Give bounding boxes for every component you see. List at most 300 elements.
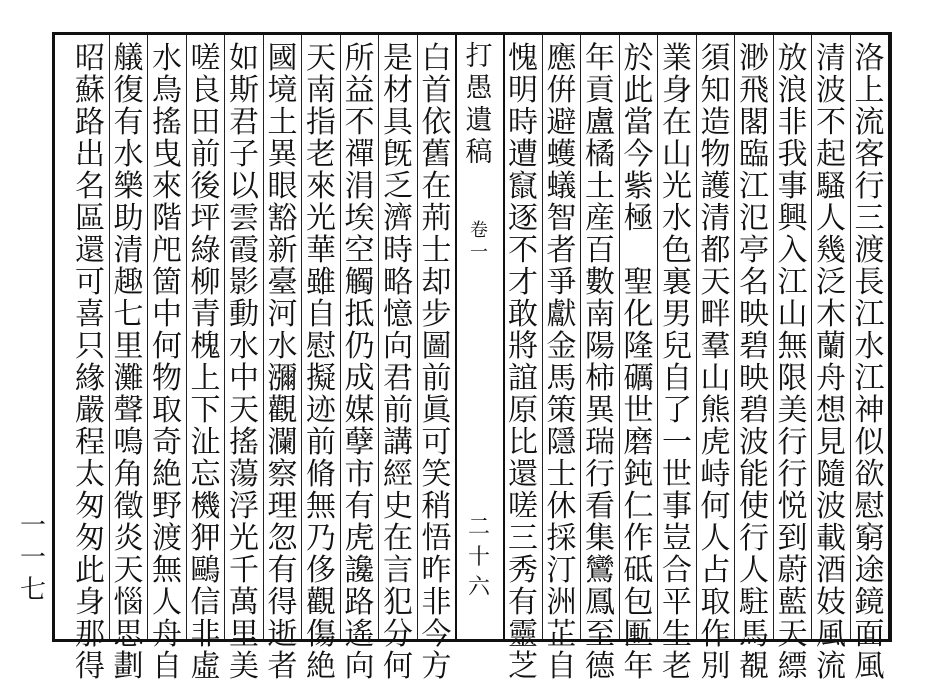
glyph: 才 (508, 265, 538, 300)
glyph: 酒 (816, 553, 846, 588)
glyph: 可 (75, 265, 105, 300)
glyph: 何 (383, 649, 413, 684)
glyph: 蕩 (229, 457, 259, 492)
glyph: 禪 (344, 137, 375, 172)
glyph: 方 (421, 649, 452, 684)
glyph: 美 (229, 649, 259, 684)
glyph: 比 (508, 425, 538, 460)
glyph: 分 (383, 617, 413, 652)
glyph: 指 (306, 105, 336, 140)
glyph: 騷 (816, 169, 846, 204)
glyph: 化 (623, 297, 654, 332)
text-column (418, 41, 456, 684)
glyph: 水 (152, 41, 182, 76)
glyph: 波 (816, 489, 846, 524)
glyph: 天 (777, 617, 808, 652)
glyph: 所 (344, 41, 375, 76)
glyph: 虛 (190, 649, 221, 684)
glyph: 史 (383, 489, 413, 524)
glyph: 向 (383, 329, 413, 364)
glyph: 臺 (267, 265, 298, 300)
glyph: 絶 (306, 649, 336, 684)
glyph: 渡 (854, 233, 885, 268)
glyph: 鳳 (585, 585, 615, 620)
glyph: 曳 (152, 137, 182, 172)
glyph: 身 (75, 585, 105, 620)
glyph: 至 (585, 617, 615, 652)
glyph: 白 (421, 41, 452, 76)
glyph: 行 (739, 521, 769, 556)
glyph: 却 (421, 265, 452, 300)
glyph: 槐 (190, 329, 221, 364)
glyph: 羣 (700, 329, 731, 364)
glyph: 柳 (190, 265, 221, 300)
glyph: 趣 (113, 265, 144, 300)
title-glyph: 打 (465, 41, 493, 72)
text-column (697, 41, 735, 684)
glyph (622, 235, 656, 267)
glyph: 新 (267, 233, 298, 268)
glyph: 涓 (344, 169, 375, 204)
glyph: 碧 (739, 393, 769, 428)
glyph: 下 (190, 393, 221, 428)
glyph: 隱 (546, 425, 577, 460)
text-column (341, 41, 379, 684)
glyph: 國 (267, 41, 298, 76)
glyph: 行 (854, 169, 885, 204)
glyph: 搖 (152, 105, 182, 140)
text-column (225, 41, 263, 684)
glyph: 年 (623, 649, 654, 684)
glyph: 紫 (623, 169, 654, 204)
glyph: 集 (585, 521, 615, 556)
glyph: 波 (739, 425, 769, 460)
glyph: 野 (152, 489, 182, 524)
glyph: 角 (113, 457, 144, 492)
glyph: 水 (229, 329, 259, 364)
glyph: 具 (383, 105, 413, 140)
glyph: 中 (152, 297, 182, 332)
glyph: 華 (306, 233, 336, 268)
glyph: 山 (777, 297, 808, 332)
glyph: 到 (777, 521, 808, 556)
glyph: 世 (662, 457, 692, 492)
glyph: 灘 (113, 361, 144, 396)
text-column (581, 41, 619, 684)
glyph: 忽 (267, 521, 298, 556)
glyph: 蠖 (546, 137, 577, 172)
glyph: 隆 (623, 329, 654, 364)
glyph: 江 (739, 169, 769, 204)
glyph: 都 (700, 233, 731, 268)
glyph: 益 (344, 73, 375, 108)
glyph: 江 (854, 297, 885, 332)
glyph: 柿 (585, 361, 615, 396)
glyph: 水 (854, 329, 885, 364)
title-glyph: 遺 (465, 105, 493, 136)
glyph: 飛 (739, 73, 769, 108)
glyph: 此 (623, 73, 654, 108)
glyph: 幾 (816, 233, 846, 268)
volume-mark (459, 220, 499, 264)
glyph: 復 (113, 73, 144, 108)
glyph: 觸 (344, 265, 375, 300)
volume-glyph: 卷 (470, 220, 488, 241)
glyph: 成 (344, 361, 375, 396)
glyph: 絶 (152, 457, 182, 492)
book-title (459, 41, 499, 169)
glyph: 橘 (585, 137, 615, 172)
glyph: 老 (306, 137, 336, 172)
glyph: 田 (190, 105, 221, 140)
glyph: 老 (662, 649, 692, 684)
glyph: 妓 (816, 585, 846, 620)
glyph: 匆 (75, 489, 105, 524)
glyph: 境 (267, 73, 298, 108)
glyph: 光 (306, 201, 336, 236)
glyph: 美 (777, 393, 808, 428)
glyph: 孽 (344, 425, 375, 460)
glyph: 如 (229, 41, 259, 76)
glyph: 無 (306, 489, 336, 524)
glyph: 雖 (306, 265, 336, 300)
glyph: 峙 (700, 457, 731, 492)
glyph: 言 (383, 553, 413, 588)
text-column (735, 41, 773, 684)
text-column (658, 41, 696, 684)
glyph: 前 (421, 361, 452, 396)
glyph: 不 (816, 105, 846, 140)
glyph: 渺 (739, 41, 769, 76)
glyph: 流 (854, 105, 885, 140)
glyph: 緣 (75, 361, 105, 396)
glyph: 渡 (152, 521, 182, 556)
glyph: 豁 (267, 201, 298, 236)
glyph: 匭 (623, 617, 654, 652)
glyph: 江 (854, 361, 885, 396)
glyph: 舟 (816, 361, 846, 396)
glyph: 只 (75, 329, 105, 364)
glyph: 君 (383, 361, 413, 396)
glyph: 遭 (508, 137, 538, 172)
glyph: 光 (662, 169, 692, 204)
glyph: 別 (700, 649, 731, 684)
glyph: 蘭 (816, 329, 846, 364)
glyph: 爭 (546, 265, 577, 300)
glyph: 今 (623, 137, 654, 172)
glyph: 金 (546, 329, 577, 364)
glyph: 聲 (113, 393, 144, 428)
leaf-glyph: 十 (467, 545, 490, 570)
glyph: 人 (739, 553, 769, 588)
glyph: 埃 (344, 201, 375, 236)
glyph: 路 (75, 105, 105, 140)
glyph: 異 (585, 393, 615, 428)
glyph: 君 (229, 105, 259, 140)
text-column (379, 41, 417, 684)
glyph: 避 (546, 105, 577, 140)
glyph: 非 (421, 585, 452, 620)
glyph: 南 (585, 297, 615, 332)
glyph: 休 (546, 489, 577, 524)
glyph: 産 (585, 201, 615, 236)
glyph: 沚 (190, 425, 221, 460)
glyph: 洲 (546, 585, 577, 620)
glyph: 裏 (662, 265, 692, 300)
glyph: 徵 (113, 489, 144, 524)
glyph: 雲 (229, 201, 259, 236)
glyph: 迹 (306, 393, 336, 428)
text-column (812, 41, 850, 684)
glyph: 名 (75, 169, 105, 204)
glyph: 青 (190, 297, 221, 332)
glyph: 行 (585, 457, 615, 492)
text-column (504, 41, 542, 684)
text-column (71, 41, 109, 684)
glyph: 途 (854, 553, 885, 588)
glyph: 逐 (508, 201, 538, 236)
glyph: 脩 (306, 457, 336, 492)
glyph: 豈 (662, 521, 692, 556)
text-frame (52, 32, 892, 684)
glyph: 碧 (739, 329, 769, 364)
glyph: 數 (585, 265, 615, 300)
glyph: 生 (662, 617, 692, 652)
glyph: 何 (152, 329, 182, 364)
glyph: 嗟 (508, 489, 538, 524)
glyph: 包 (623, 585, 654, 620)
glyph: 霞 (229, 233, 259, 268)
glyph: 還 (75, 233, 105, 268)
glyph: 似 (854, 425, 885, 460)
glyph: 影 (229, 265, 259, 300)
text-column (543, 41, 581, 684)
glyph: 聖 (623, 265, 654, 300)
glyph: 觀 (306, 585, 336, 620)
glyph: 山 (662, 137, 692, 172)
glyph: 擬 (306, 361, 336, 396)
glyph: 礪 (623, 361, 654, 396)
glyph: 取 (152, 393, 182, 428)
glyph: 蘇 (75, 73, 105, 108)
glyph: 長 (854, 265, 885, 300)
glyph: 良 (190, 73, 221, 108)
glyph: 男 (662, 297, 692, 332)
glyph: 上 (190, 361, 221, 396)
glyph: 清 (816, 41, 846, 76)
glyph: 此 (75, 553, 105, 588)
glyph: 倂 (546, 73, 577, 108)
glyph: 水 (113, 137, 144, 172)
glyph: 有 (508, 585, 538, 620)
glyph: 那 (75, 617, 105, 652)
glyph: 在 (421, 169, 452, 204)
glyph: 限 (777, 361, 808, 396)
glyph: 獻 (546, 297, 577, 332)
glyph: 路 (344, 585, 375, 620)
glyph: 機 (190, 489, 221, 524)
glyph: 眞 (421, 393, 452, 428)
glyph: 不 (344, 105, 375, 140)
glyph: 敢 (508, 297, 538, 332)
glyph: 嗟 (190, 41, 221, 76)
glyph: 是 (383, 41, 413, 76)
glyph: 波 (816, 73, 846, 108)
glyph: 炎 (113, 521, 144, 556)
glyph: 清 (113, 233, 144, 268)
glyph: 三 (508, 521, 538, 556)
glyph: 亭 (739, 233, 769, 268)
glyph: 取 (700, 585, 731, 620)
glyph: 興 (777, 201, 808, 236)
glyph: 七 (113, 297, 144, 332)
text-column (774, 41, 812, 684)
glyph: 於 (623, 41, 654, 76)
glyph: 在 (383, 521, 413, 556)
text-column (264, 41, 302, 684)
glyph: 有 (344, 489, 375, 524)
glyph: 無 (777, 329, 808, 364)
glyph: 自 (306, 297, 336, 332)
glyph: 木 (816, 297, 846, 332)
glyph: 當 (623, 105, 654, 140)
glyph: 虎 (700, 425, 731, 460)
glyph: 有 (113, 105, 144, 140)
glyph: 愧 (508, 41, 538, 76)
glyph: 入 (777, 233, 808, 268)
glyph: 千 (229, 553, 259, 588)
glyph: 前 (306, 425, 336, 460)
glyph: 水 (662, 201, 692, 236)
glyph: 天 (229, 393, 259, 428)
glyph: 鳥 (152, 73, 182, 108)
leaf-glyph: 六 (467, 575, 490, 600)
glyph: 盧 (585, 105, 615, 140)
glyph: 色 (662, 233, 692, 268)
glyph: 造 (700, 105, 731, 140)
glyph: 犯 (383, 585, 413, 620)
glyph: 行 (777, 457, 808, 492)
glyph: 知 (700, 73, 731, 108)
glyph: 旣 (383, 137, 413, 172)
glyph: 物 (152, 361, 182, 396)
glyph: 熊 (700, 393, 731, 428)
glyph: 荊 (421, 201, 452, 236)
glyph: 時 (508, 105, 538, 140)
text-column (302, 41, 340, 684)
glyph: 士 (546, 457, 577, 492)
glyph: 者 (267, 649, 298, 684)
glyph: 隨 (816, 457, 846, 492)
glyph: 出 (75, 137, 105, 172)
glyph: 搖 (229, 425, 259, 460)
glyph: 乃 (306, 521, 336, 556)
glyph: 動 (229, 297, 259, 332)
glyph: 里 (113, 329, 144, 364)
text-column (110, 41, 148, 684)
glyph: 臨 (739, 137, 769, 172)
title-glyph: 稿 (465, 137, 493, 168)
glyph: 竄 (508, 169, 538, 204)
glyph: 秀 (508, 553, 538, 588)
glyph: 靈 (508, 617, 538, 652)
glyph: 合 (662, 553, 692, 588)
glyph: 上 (854, 73, 885, 108)
glyph: 山 (700, 361, 731, 396)
glyph: 作 (700, 617, 731, 652)
glyph: 人 (700, 521, 731, 556)
glyph: 人 (816, 201, 846, 236)
glyph: 瀰 (267, 361, 298, 396)
glyph: 不 (508, 233, 538, 268)
glyph: 坪 (190, 201, 221, 236)
glyph: 策 (546, 393, 577, 428)
glyph: 者 (546, 233, 577, 268)
glyph: 何 (700, 489, 731, 524)
glyph: 前 (190, 137, 221, 172)
glyph: 芝 (508, 649, 538, 684)
glyph: 惱 (113, 585, 144, 620)
glyph: 風 (816, 617, 846, 652)
glyph: 空 (344, 233, 375, 268)
glyph: 昭 (75, 41, 105, 76)
glyph: 磨 (623, 425, 654, 460)
glyph: 笑 (421, 457, 452, 492)
glyph: 客 (854, 137, 885, 172)
glyph: 閣 (739, 105, 769, 140)
glyph: 水 (267, 329, 298, 364)
glyph: 占 (700, 553, 731, 588)
glyph: 以 (229, 169, 259, 204)
glyph: 艤 (113, 41, 144, 76)
glyph: 區 (75, 201, 105, 236)
glyph: 芷 (546, 617, 577, 652)
glyph: 兒 (662, 329, 692, 364)
glyph: 階 (152, 201, 182, 236)
glyph: 乏 (383, 169, 413, 204)
glyph: 我 (777, 137, 808, 172)
glyph: 得 (75, 649, 105, 684)
glyph: 光 (229, 521, 259, 556)
glyph: 忘 (190, 457, 221, 492)
glyph: 眼 (267, 169, 298, 204)
glyph: 今 (421, 617, 452, 652)
folio-glyph: 七 (19, 575, 46, 605)
glyph: 流 (816, 649, 846, 684)
glyph: 應 (546, 41, 577, 76)
glyph: 一 (662, 425, 692, 460)
glyph: 讒 (344, 553, 375, 588)
glyph: 蟻 (546, 169, 577, 204)
glyph: 仍 (344, 329, 375, 364)
glyph: 江 (777, 265, 808, 300)
glyph: 清 (700, 201, 731, 236)
glyph: 劃 (113, 649, 144, 684)
glyph: 鳴 (113, 425, 144, 460)
glyph: 土 (585, 169, 615, 204)
leaf-number (459, 513, 499, 603)
glyph: 洛 (854, 41, 885, 76)
glyph: 行 (777, 425, 808, 460)
glyph: 能 (739, 457, 769, 492)
glyph: 媒 (344, 393, 375, 428)
glyph: 抵 (344, 297, 375, 332)
glyph: 使 (739, 489, 769, 524)
glyph: 德 (585, 649, 615, 684)
glyph: 時 (383, 233, 413, 268)
glyph: 市 (344, 457, 375, 492)
text-column (187, 41, 225, 684)
